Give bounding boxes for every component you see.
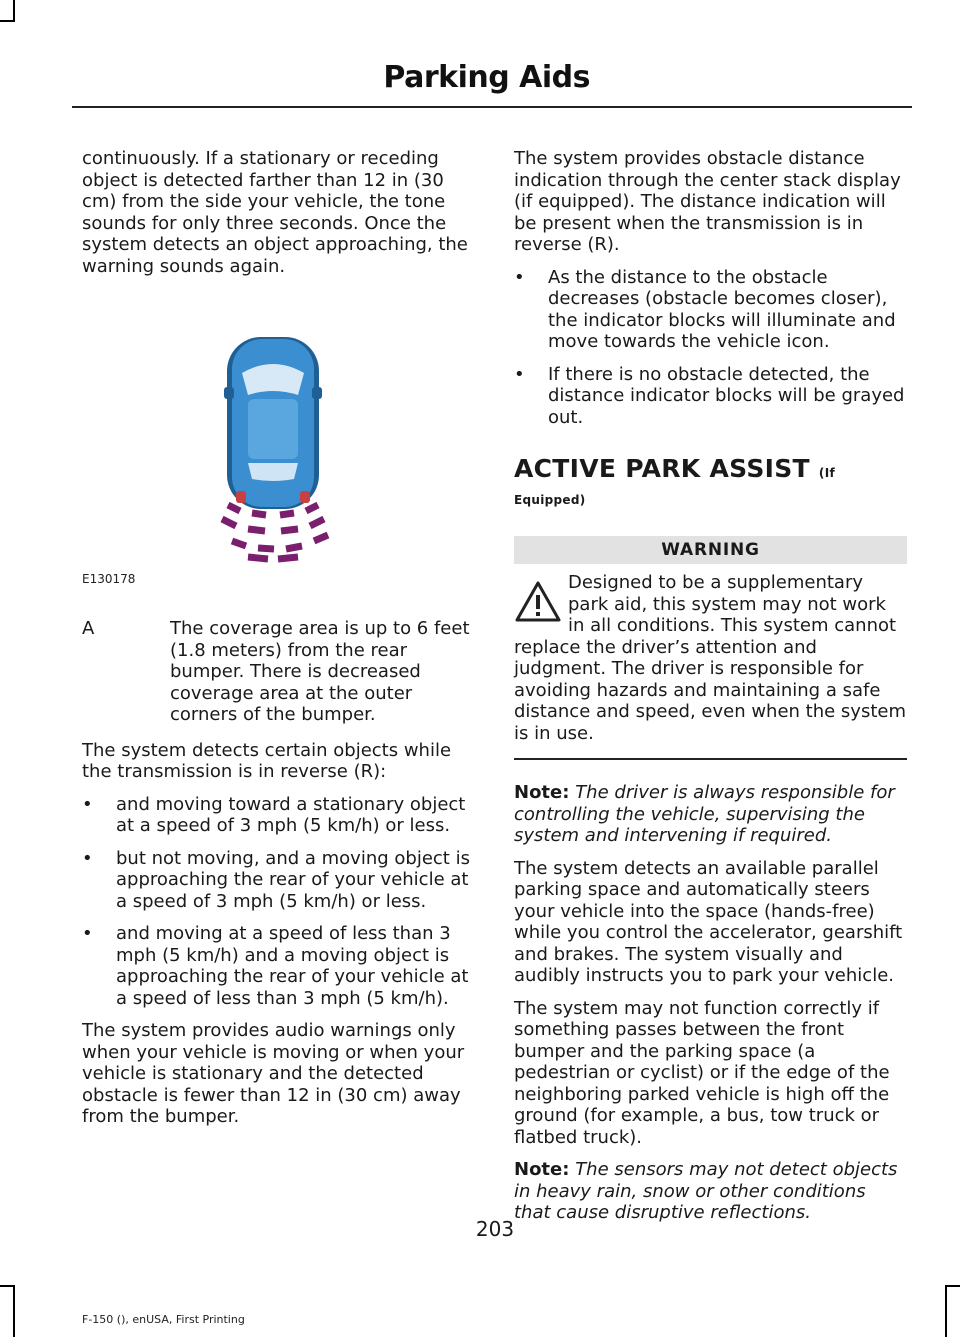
- sensor-arc: [281, 529, 298, 531]
- warning-triangle-icon: [514, 578, 562, 626]
- sensor-arc: [252, 513, 266, 515]
- roof: [248, 399, 298, 459]
- crop-mark: [0, 1285, 15, 1287]
- bullet-icon: •: [82, 793, 93, 815]
- list-item: [514, 267, 907, 353]
- header-divider: [72, 106, 912, 108]
- bullet-text: and moving toward a stationary object at a speed of 3 mph (5 km/h) or less.: [116, 793, 466, 836]
- windshield: [242, 364, 304, 395]
- note-label: Note:: [514, 1159, 570, 1180]
- warning-banner: WARNING: [514, 536, 907, 564]
- mirror-left: [224, 387, 234, 399]
- section-suffix: (If Equipped): [514, 466, 835, 507]
- tail-light-right: [300, 491, 310, 503]
- page-number: 203: [475, 1217, 515, 1241]
- sensor-arc: [278, 557, 298, 559]
- note-paragraph: [514, 782, 907, 847]
- tail-light-left: [236, 491, 246, 503]
- intro-paragraph: continuously. If a stationary or receding object is detected farther than 12 in (30 cm) from the side your vehicle, the tone sounds for only three seconds. Once the system detects an object approaching, the warning sounds again.: [82, 148, 468, 277]
- sensor-coverage-arcs: [222, 505, 328, 559]
- warning-divider: [514, 758, 907, 760]
- crop-mark: [13, 0, 15, 20]
- sensor-arc: [232, 541, 246, 546]
- detects-intro: The system detects certain objects while the transmission is in reverse (R):: [82, 739, 452, 782]
- distance-paragraph: The system provides obstacle distance indication through the center stack display (if equipped). The distance indication will be present when the transmission is in reverse (R).: [514, 148, 901, 255]
- bullet-icon: •: [514, 363, 525, 385]
- note-text: The driver is always responsible for controlling the vehicle, supervising the system and intervening if required.: [514, 782, 895, 846]
- bullet-text: If there is no obstacle detected, the distance indicator blocks will be grayed out.: [548, 363, 905, 428]
- sensor-arc: [286, 546, 302, 549]
- parallel-parking-paragraph: The system detects an available parallel parking space and automatically steers your vehicle into the space (hands-free) while you control the accelerator, gearshift and brakes. The system visually and audibly instructs you to park your vehicle.: [514, 857, 903, 986]
- parking-sensor-figure: [82, 333, 475, 598]
- audio-paragraph: The system provides audio warnings only when your vehicle is moving or when your vehicle is stationary and the detected obstacle is fewer than 12 in (30 cm) away from the bumper.: [82, 1020, 465, 1127]
- section-title: ACTIVE PARK ASSIST: [514, 454, 810, 483]
- bullet-icon: •: [514, 266, 525, 288]
- rear-window: [248, 463, 298, 481]
- crop-mark: [13, 1285, 15, 1337]
- note-text: The sensors may not detect objects in heavy rain, snow or other conditions that cause disruptive reflections.: [514, 1159, 898, 1223]
- sensor-arc: [222, 519, 236, 526]
- list-item: [82, 794, 475, 837]
- section-heading: [514, 454, 907, 511]
- sensor-arc: [306, 505, 318, 511]
- footer-edition: F-150 (), enUSA, First Printing: [82, 1313, 245, 1326]
- sensor-arc: [248, 529, 265, 531]
- figure-legend: [82, 618, 475, 726]
- warning-text: Designed to be a supplementary park aid, this system may not work in all conditions. This system cannot replace the driver’s attention and judgment. The driver is responsible for avoiding hazards and maintaining a safe distance and speed, even when the system is in use.: [514, 572, 907, 744]
- right-column: [514, 148, 907, 1235]
- list-item: [82, 848, 475, 913]
- crop-mark: [0, 20, 15, 22]
- sensor-arc: [258, 548, 274, 549]
- bullet-icon: •: [82, 923, 93, 944]
- bullet-icon: •: [82, 847, 93, 869]
- sensor-arc: [228, 505, 240, 511]
- sensor-arc: [280, 513, 294, 515]
- sensor-arc: [248, 557, 268, 559]
- legend-text: The coverage area is up to 6 feet (1.8 meters) from the rear bumper. There is decreased coverage area at the outer corners of the bumper.: [170, 618, 470, 725]
- sensor-arc: [310, 519, 324, 526]
- bullet-text: but not moving, and a moving object is approaching the rear of your vehicle at a speed of 3 mph (5 km/h) or less.: [116, 847, 470, 912]
- sensor-arc: [314, 535, 328, 541]
- note-paragraph: [514, 1159, 907, 1224]
- left-column: [82, 148, 475, 1139]
- note-label: Note:: [514, 782, 570, 803]
- list-item: [514, 364, 907, 429]
- warning-body: [514, 572, 907, 744]
- mirror-right: [312, 387, 322, 399]
- car-rear-sensor-illustration: [82, 333, 475, 598]
- bullet-text: and moving at a speed of less than 3 mph (5 km/h) and a moving object is approaching the rear of your vehicle at a speed of less than 3 mph (5 km/h).: [116, 923, 469, 1009]
- crop-mark: [945, 1285, 947, 1337]
- limitations-paragraph: The system may not function correctly if something passes between the front bumper and the parking space (a pedestrian or cyclist) or if the edge of the neighboring parked vehicle is high off the ground (for example, a bus, tow truck or flatbed truck).: [514, 997, 890, 1148]
- legend-key: A: [82, 618, 95, 639]
- figure-code: E130178: [82, 571, 136, 586]
- bullet-text: As the distance to the obstacle decreases (obstacle becomes closer), the indicator blocks will illuminate and move towards the vehicle icon.: [548, 266, 896, 352]
- crop-mark: [945, 1285, 960, 1287]
- page-title: Parking Aids: [383, 60, 590, 95]
- list-item: [82, 923, 475, 1009]
